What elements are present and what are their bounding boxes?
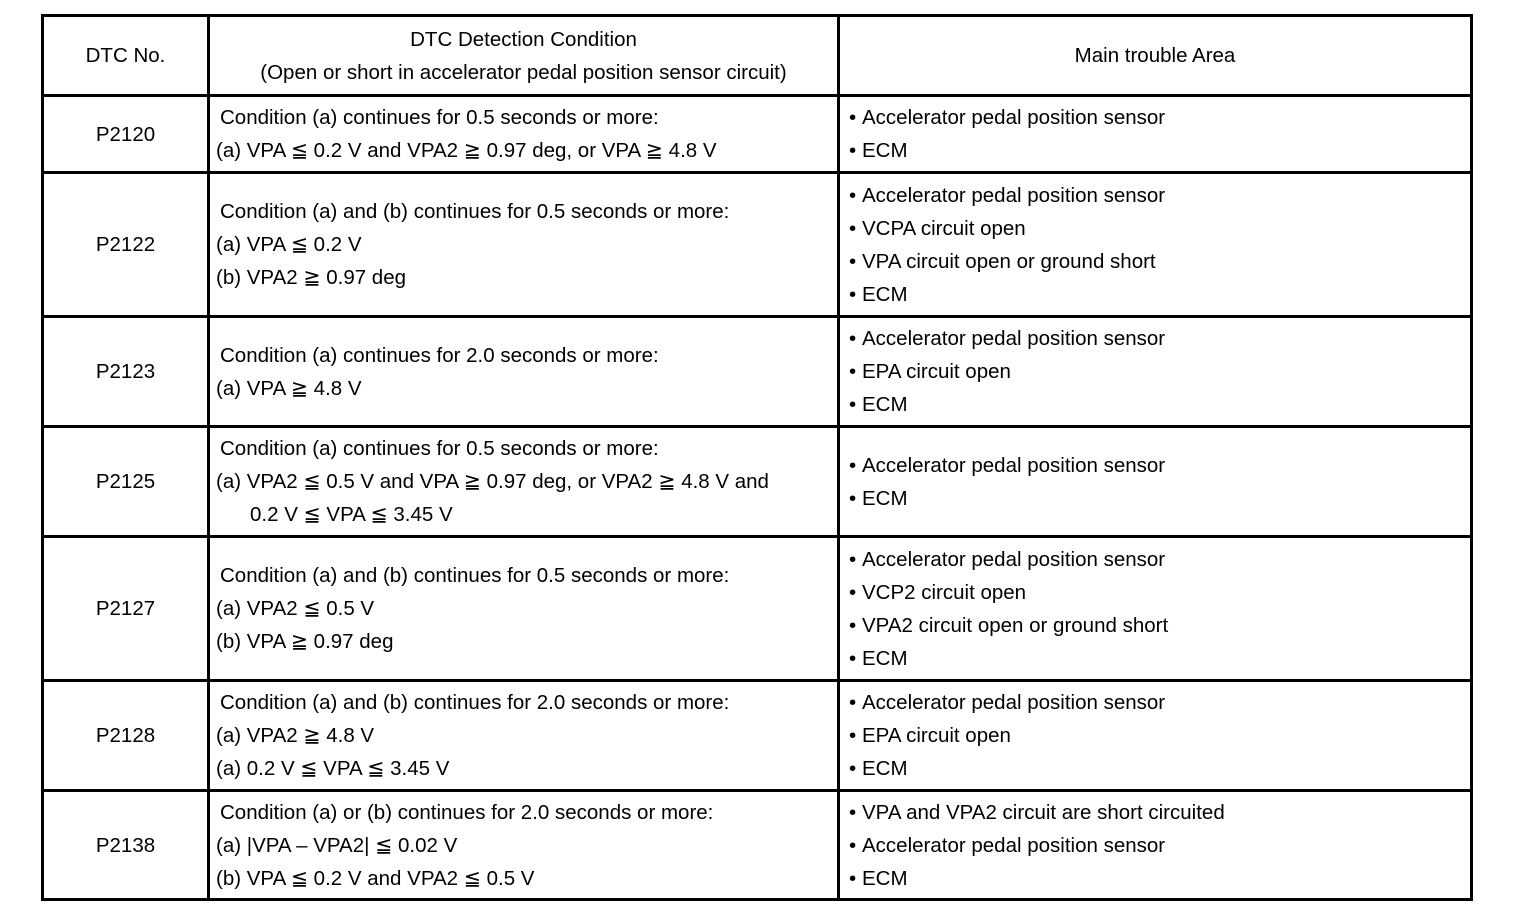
trouble-area-text: ECM [862, 486, 908, 510]
trouble-area-item [849, 642, 1470, 675]
dtc-code: P2127 [43, 537, 209, 681]
trouble-area-item [849, 752, 1470, 785]
bullet-icon: • [849, 327, 857, 350]
header-row [43, 16, 1472, 96]
dtc-code: P2125 [43, 427, 209, 537]
dtc-code: P2138 [43, 791, 209, 900]
trouble-area-text: Accelerator pedal position sensor [862, 106, 1166, 129]
trouble-area-item [849, 482, 1470, 515]
condition-line: Condition (a) continues for 0.5 seconds or more: [220, 106, 659, 129]
bullet-icon: • [849, 486, 857, 510]
trouble-area-text: ECM [862, 282, 908, 306]
trouble-area-item [849, 322, 1470, 355]
bullet-icon: • [849, 580, 857, 604]
condition-line: 0.2 V ≦ VPA ≦ 3.45 V [250, 503, 453, 526]
detection-condition [209, 96, 839, 173]
condition-line: Condition (a) continues for 0.5 seconds or more: [220, 437, 659, 460]
trouble-area-text: VCP2 circuit open [862, 580, 1027, 604]
trouble-area-item [849, 609, 1470, 642]
condition-line: (b) VPA ≦ 0.2 V and VPA2 ≦ 0.5 V [216, 866, 535, 890]
trouble-area-item [849, 449, 1470, 482]
trouble-area-text: Accelerator pedal position sensor [862, 547, 1166, 571]
condition-line: (a) VPA2 ≦ 0.5 V and VPA ≧ 0.97 deg, or VPA2 ≧ 4.8 V and [216, 470, 769, 493]
bullet-icon: • [849, 646, 857, 670]
bullet-icon: • [849, 800, 857, 824]
trouble-area-text: VPA2 circuit open or ground short [862, 613, 1169, 637]
condition-line: Condition (a) continues for 2.0 seconds or more: [220, 343, 659, 367]
condition-line: (b) VPA ≧ 0.97 deg [216, 630, 394, 653]
bullet-icon: • [849, 833, 857, 857]
trouble-area-text: ECM [862, 646, 908, 670]
detection-condition [209, 537, 839, 681]
header-condition-line2: (Open or short in accelerator pedal position sensor circuit) [260, 60, 787, 84]
header-detection-condition [209, 16, 839, 96]
trouble-area-item [849, 719, 1470, 752]
bullet-icon: • [849, 757, 857, 780]
detection-condition [209, 317, 839, 427]
table-row [43, 96, 1472, 173]
condition-line: (a) VPA2 ≧ 4.8 V [216, 724, 375, 747]
detection-condition [209, 791, 839, 900]
dtc-table [41, 14, 1473, 901]
bullet-icon: • [849, 547, 857, 571]
bullet-icon: • [849, 866, 857, 890]
dtc-code: P2123 [43, 317, 209, 427]
trouble-area [839, 791, 1472, 900]
condition-line: (a) 0.2 V ≦ VPA ≦ 3.45 V [216, 757, 450, 780]
dtc-code: P2120 [43, 96, 209, 173]
condition-line: (b) VPA2 ≧ 0.97 deg [216, 266, 407, 289]
table-row [43, 173, 1472, 317]
bullet-icon: • [849, 724, 857, 747]
bullet-icon: • [849, 453, 857, 477]
trouble-area-text: VCPA circuit open [862, 216, 1026, 240]
trouble-area-text: EPA circuit open [862, 360, 1011, 383]
header-trouble-area: Main trouble Area [839, 16, 1472, 96]
trouble-area-item [849, 829, 1470, 862]
bullet-icon: • [849, 691, 857, 714]
table-body [43, 96, 1472, 900]
condition-line: (a) VPA2 ≦ 0.5 V [216, 597, 375, 620]
trouble-area-text: ECM [862, 866, 908, 890]
table-row [43, 537, 1472, 681]
bullet-icon: • [849, 393, 857, 416]
trouble-area-text: Accelerator pedal position sensor [862, 453, 1166, 477]
trouble-area-item [849, 796, 1470, 829]
trouble-area [839, 681, 1472, 791]
bullet-icon: • [849, 183, 857, 207]
table-row [43, 681, 1472, 791]
detection-condition [209, 427, 839, 537]
trouble-area-text: Accelerator pedal position sensor [862, 833, 1166, 857]
trouble-area-item [849, 388, 1470, 421]
dtc-code: P2128 [43, 681, 209, 791]
detection-condition [209, 681, 839, 791]
trouble-area-text: VPA and VPA2 circuit are short circuited [862, 800, 1225, 824]
detection-condition [209, 173, 839, 317]
trouble-area-text: ECM [862, 757, 908, 780]
condition-line: (a) VPA ≦ 0.2 V and VPA2 ≧ 0.97 deg, or VPA ≧ 4.8 V [216, 139, 717, 162]
trouble-area-item [849, 576, 1470, 609]
trouble-area-item [849, 543, 1470, 576]
table-row [43, 427, 1472, 537]
trouble-area-text: ECM [862, 139, 908, 162]
bullet-icon: • [849, 106, 857, 129]
trouble-area-item [849, 686, 1470, 719]
bullet-icon: • [849, 282, 857, 306]
condition-line: (a) |VPA – VPA2| ≦ 0.02 V [216, 833, 458, 857]
trouble-area-item [849, 355, 1470, 388]
trouble-area-text: EPA circuit open [862, 724, 1011, 747]
condition-line: Condition (a) and (b) continues for 2.0 seconds or more: [220, 691, 730, 714]
header-dtc-no: DTC No. [43, 16, 209, 96]
trouble-area-item [849, 278, 1470, 311]
trouble-area-item [849, 212, 1470, 245]
trouble-area-item [849, 862, 1470, 895]
trouble-area [839, 173, 1472, 317]
trouble-area [839, 537, 1472, 681]
trouble-area-item [849, 179, 1470, 212]
condition-line: Condition (a) or (b) continues for 2.0 seconds or more: [220, 800, 714, 824]
bullet-icon: • [849, 139, 857, 162]
trouble-area-text: Accelerator pedal position sensor [862, 691, 1166, 714]
trouble-area-text: Accelerator pedal position sensor [862, 183, 1166, 207]
trouble-area-item [849, 101, 1470, 134]
bullet-icon: • [849, 216, 857, 240]
header-condition-line1: DTC Detection Condition [410, 27, 637, 51]
bullet-icon: • [849, 613, 857, 637]
trouble-area-item [849, 134, 1470, 167]
condition-line: Condition (a) and (b) continues for 0.5 seconds or more: [220, 200, 730, 223]
trouble-area [839, 427, 1472, 537]
condition-line: (a) VPA ≦ 0.2 V [216, 233, 362, 256]
trouble-area-text: ECM [862, 393, 908, 416]
bullet-icon: • [849, 249, 857, 273]
trouble-area-text: VPA circuit open or ground short [862, 249, 1156, 273]
trouble-area [839, 317, 1472, 427]
table-row [43, 317, 1472, 427]
trouble-area [839, 96, 1472, 173]
condition-line: (a) VPA ≧ 4.8 V [216, 376, 362, 400]
dtc-code: P2122 [43, 173, 209, 317]
condition-line: Condition (a) and (b) continues for 0.5 seconds or more: [220, 564, 730, 587]
table-row [43, 791, 1472, 900]
trouble-area-item [849, 245, 1470, 278]
trouble-area-text: Accelerator pedal position sensor [862, 327, 1166, 350]
bullet-icon: • [849, 360, 857, 383]
